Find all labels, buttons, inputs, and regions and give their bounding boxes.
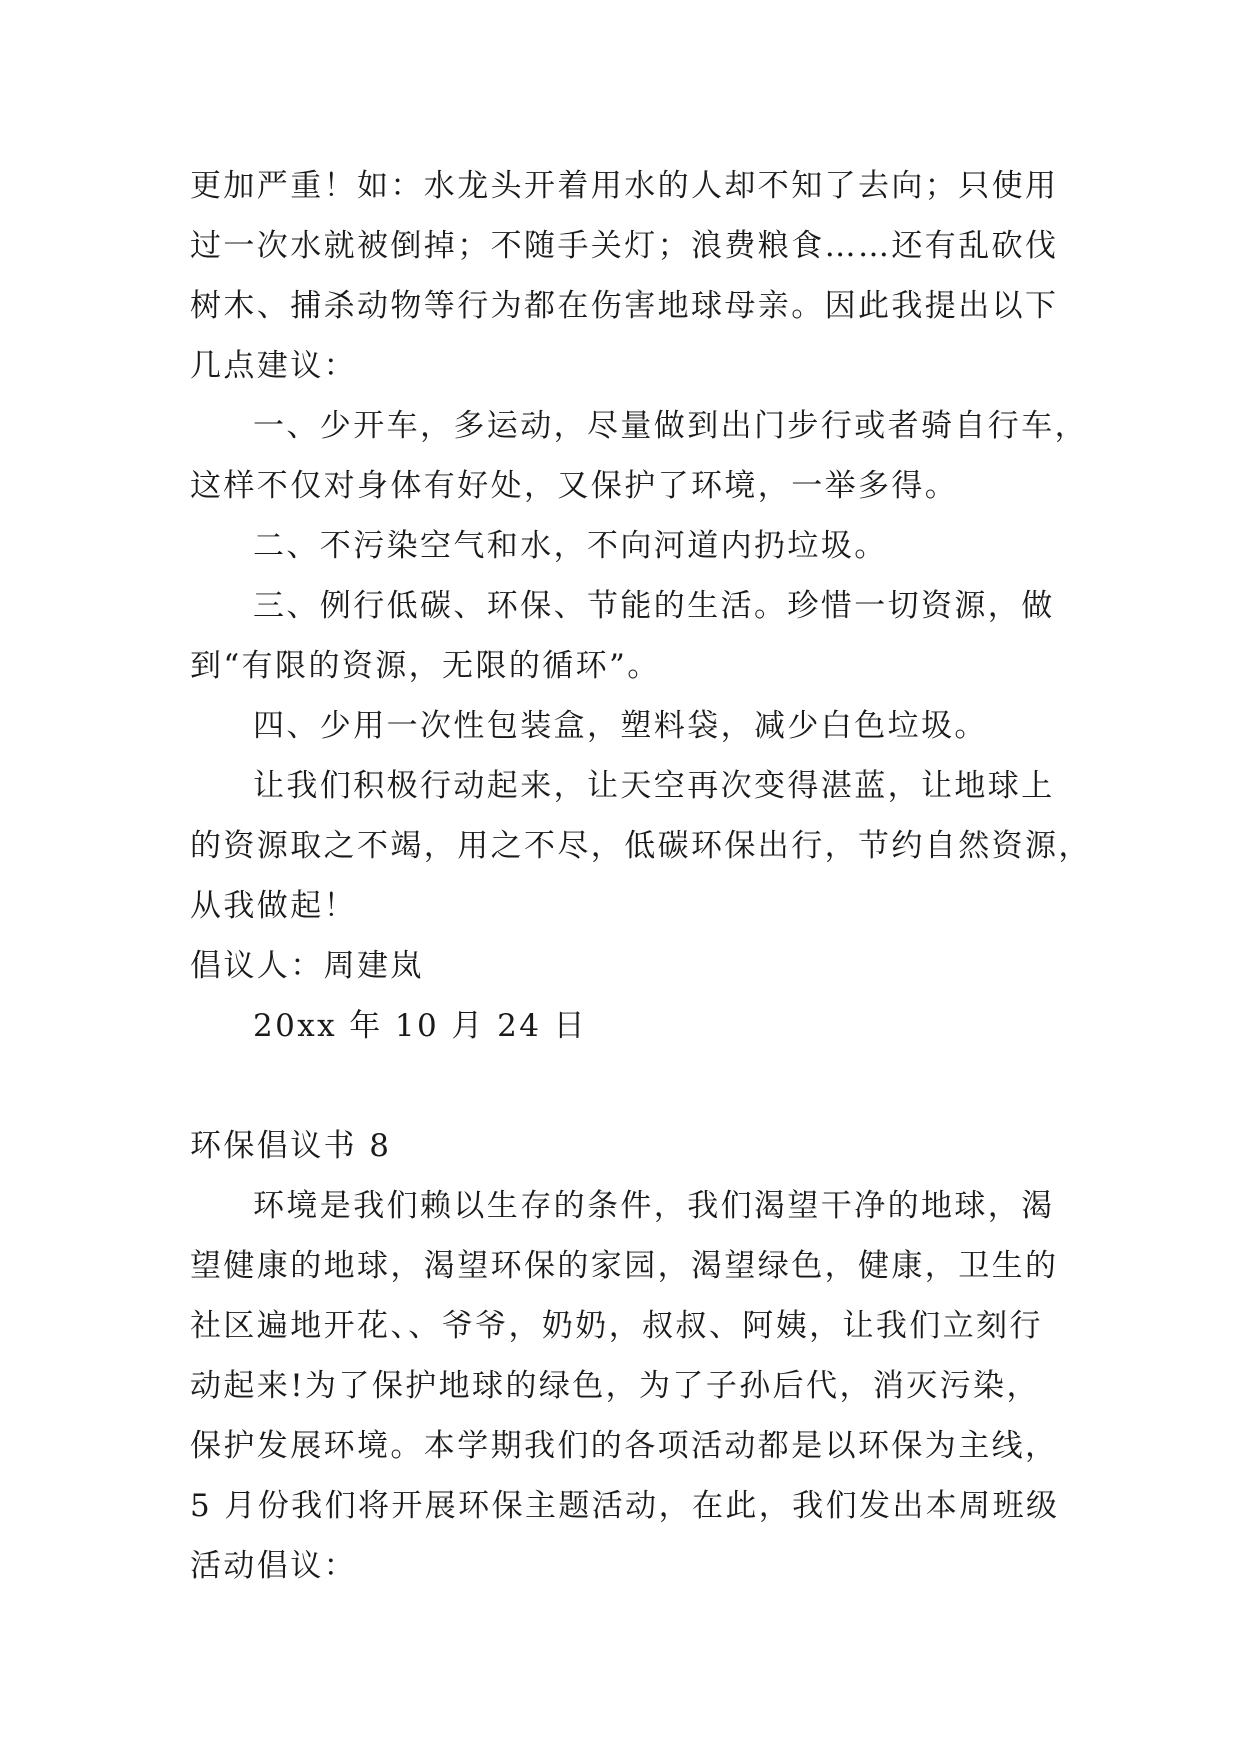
text-line: 更加严重！如：水龙头开着用水的人却不知了去向；只使用 <box>190 168 1059 204</box>
section-title: 环保倡议书 8 <box>190 1128 392 1164</box>
text-line: 几点建议： <box>190 348 357 384</box>
proposal-item-4: 四、少用一次性包装盒，塑料袋，减少白色垃圾。 <box>253 708 988 744</box>
text-line: 望健康的地球，渴望环保的家园，渴望绿色，健康，卫生的 <box>190 1248 1059 1284</box>
proposal-item-2: 二、不污染空气和水，不向河道内扔垃圾。 <box>253 528 888 564</box>
text-line: 到“有限的资源，无限的循环”。 <box>190 648 661 684</box>
proposal-item-3: 三、例行低碳、环保、节能的生活。珍惜一切资源，做 <box>253 588 1055 624</box>
text-line: 从我做起！ <box>190 888 357 924</box>
closing-paragraph: 让我们积极行动起来，让天空再次变得湛蓝，让地球上 <box>253 768 1055 804</box>
text-line: 树木、捕杀动物等行为都在伤害地球母亲。因此我提出以下 <box>190 288 1059 324</box>
text-line: 这样不仅对身体有好处，又保护了环境，一举多得。 <box>190 468 959 504</box>
text-line: 5 月份我们将开展环保主题活动，在此，我们发出本周班级 <box>190 1488 1060 1524</box>
text-line: 保护发展环境。本学期我们的各项活动都是以环保为主线， <box>190 1428 1059 1464</box>
text-line: 社区遍地开花、、爷爷，奶奶，叔叔、阿姨，让我们立刻行 <box>190 1308 1043 1344</box>
text-line: 的资源取之不竭，用之不尽，低碳环保出行，节约自然资源， <box>190 828 1092 864</box>
text-line: 活动倡议： <box>190 1548 357 1584</box>
paragraph-start: 环境是我们赖以生存的条件，我们渴望干净的地球，渴 <box>253 1188 1055 1224</box>
date-line: 20xx 年 10 月 24 日 <box>253 1008 587 1044</box>
proposal-item-1: 一、少开车，多运动，尽量做到出门步行或者骑自行车， <box>253 408 1088 444</box>
signature-line: 倡议人：周建岚 <box>190 948 424 984</box>
text-line: 动起来!为了保护地球的绿色，为了子孙后代，消灭污染， <box>190 1368 1040 1404</box>
text-line: 过一次水就被倒掉；不随手关灯；浪费粮食……还有乱砍伐 <box>190 228 1059 264</box>
